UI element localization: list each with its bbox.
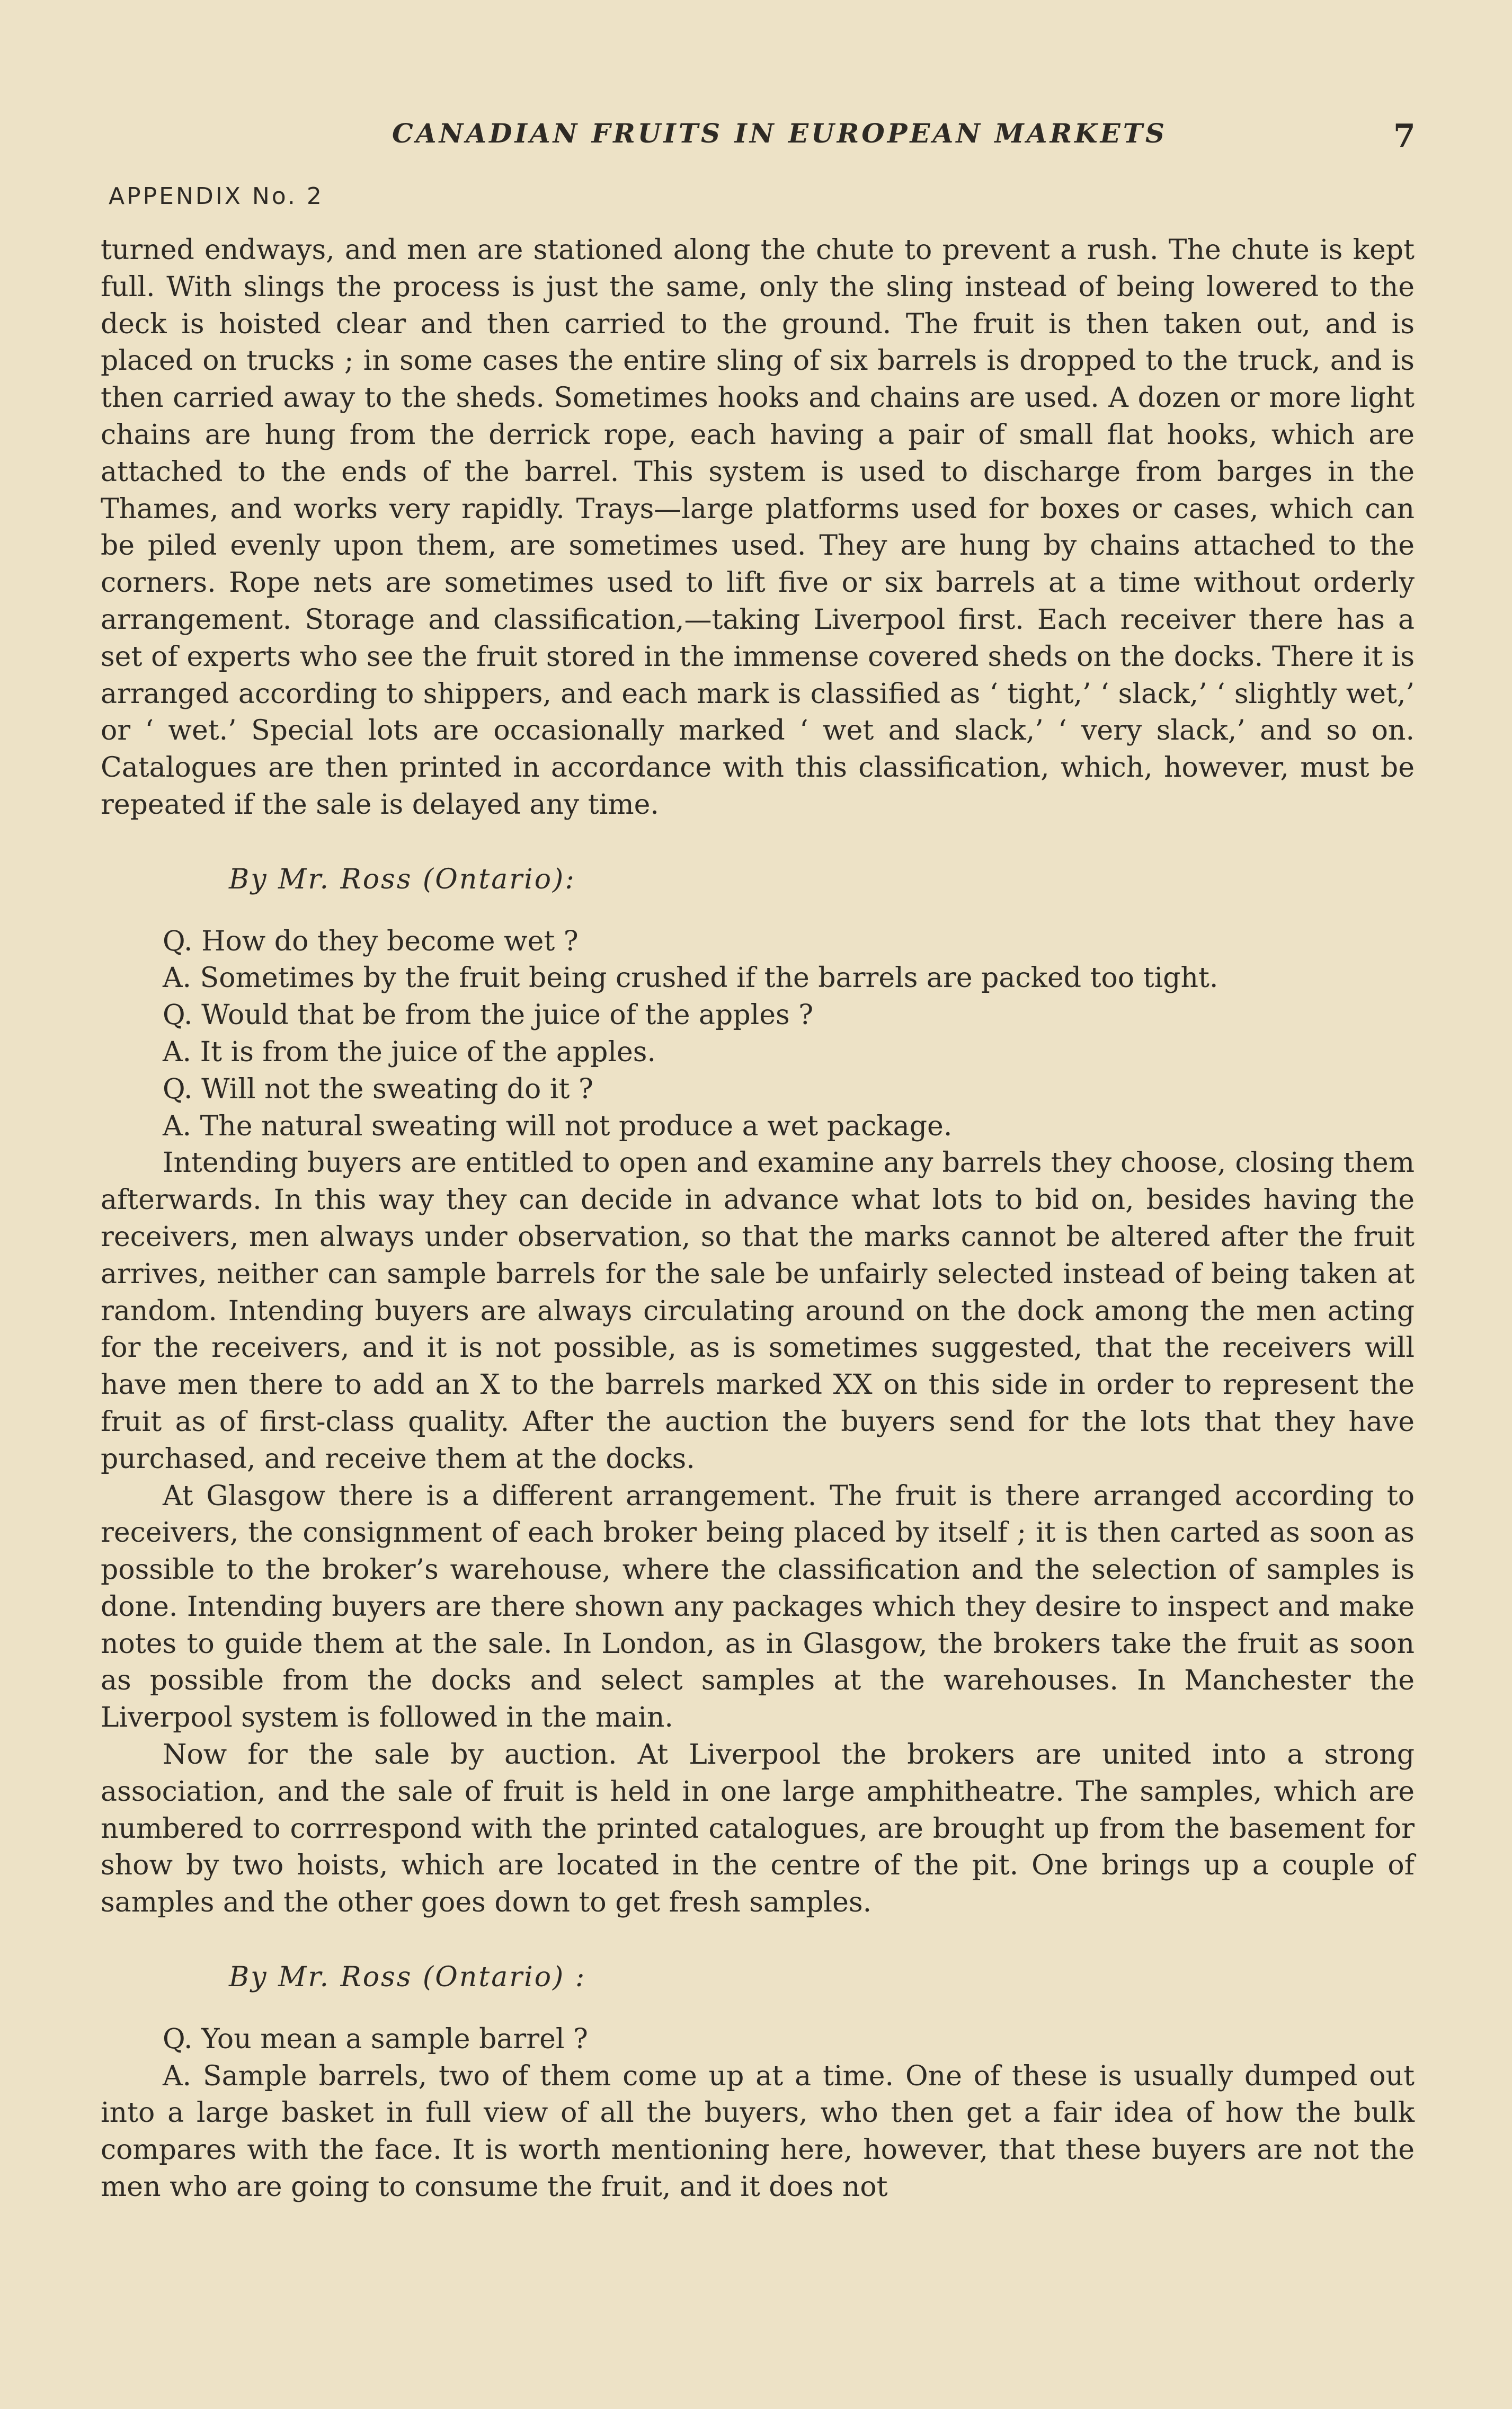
paragraph-2: Intending buyers are entitled to open and examine any barrels they choose, closing them afterwards. In this way they can decide in advance what lots to bid on, besides having the receivers, men always under observation, so that the marks cannot be altered after the fruit arrives, neither can sample barrels for the sale be unfairly selected instead of being taken at random. Intending buyers are always circulating around on the dock among the men acting for the receivers, and it is not possible, as is sometimes suggested, that the receivers will have men there to add an X to the barrels marked XX on this side in order to represent the fruit as of first-class quality. After the auction the buyers send for the lots that they have purchased, and receive them at the docks. — [101, 1147, 1415, 1475]
paragraph-1: turned endways, and men are stationed along the chute to prevent a rush. The chute is kept full. With slings the process is just the same, only the sling instead of being lowered to the deck is hoisted clear and then carried to the ground. The fruit is then taken out, and is placed on trucks ; in some cases the entire sling of six barrels is dropped to the truck, and is then carried away to the sheds. Sometimes hooks and chains are used. A dozen or more light chains are hung from the derrick rope, each having a pair of small flat hooks, which are attached to the ends of the barrel. This system is used to discharge from barges in the Thames, and works very rapidly. Trays—large platforms used for boxes or cases, which can be piled evenly upon them, are sometimes used. They are hung by chains attached to the corners. Rope nets are sometimes used to lift five or six barrels at a time without orderly arrangement. Storage and classification,—taking Liverpool first. Each receiver there has a set of experts who see the fruit stored in the immense covered sheds on the docks. There it is arranged according to shippers, and each mark is classified as ‘ tight,’ ‘ slack,’ ‘ slightly wet,’ or ‘ wet.’ Special lots are occasionally marked ‘ wet and slack,’ ‘ very slack,’ and so on. Catalogues are then printed in accordance with this classification, which, however, must be repeated if the sale is delayed any time. — [101, 234, 1415, 821]
speaker-heading-1: By Mr. Ross (Ontario): — [229, 863, 576, 895]
paragraph-3: At Glasgow there is a different arrangement. The fruit is there arranged according to receivers, the consignment of each broker being placed by itself ; it is then carted as soon as possible to the broker’s warehouse, where the classification and the selection of samples is done. Intending buyers are there shown any packages which they desire to inspect and make notes to guide them at the sale. In London, as in Glasgow, the brokers take the fruit as soon as possible from the docks and select samples at the warehouses. In Manchester the Liverpool system is followed in the main. — [101, 1480, 1415, 1734]
qa-line: A. It is from the juice of the apples. — [163, 1036, 656, 1068]
paragraph-4: Now for the sale by auction. At Liverpool the brokers are united into a strong association, and the sale of fruit is held in one large amphitheatre. The samples, which are numbered to corrrespond with the printed catalogues, are brought up from the basement for show by two hoists, which are located in the centre of the pit. One brings up a couple of samples and the other goes down to get fresh samples. — [101, 1739, 1415, 1919]
qa-line: Q. You mean a sample barrel ? — [163, 2023, 588, 2055]
running-head — [0, 118, 1512, 155]
running-title: CANADIAN FRUITS IN EUROPEAN MARKETS — [392, 118, 1168, 149]
paragraph-5: A. Sample barrels, two of them come up at a time. One of these is usually dumped out into a large basket in full view of all the buyers, who then get a fair idea of how the bulk compares with the face. It is worth mentioning here, however, that these buyers are not the men who are going to consume the fruit, and it does not — [101, 2060, 1415, 2203]
speaker-heading-2: By Mr. Ross (Ontario) : — [229, 1961, 586, 1994]
appendix-label: APPENDIX No. 2 — [109, 183, 324, 210]
qa-line: Q. Would that be from the juice of the apples ? — [163, 999, 814, 1032]
page-number: 7 — [1393, 118, 1416, 155]
qa-line: A. Sometimes by the fruit being crushed if the barrels are packed too tight. — [163, 962, 1219, 994]
qa-line: Q. How do they become wet ? — [163, 925, 579, 957]
body-text — [101, 232, 1415, 2206]
qa-line: A. The natural sweating will not produce a wet package. — [163, 1110, 953, 1142]
qa-line: Q. Will not the sweating do it ? — [163, 1073, 593, 1105]
